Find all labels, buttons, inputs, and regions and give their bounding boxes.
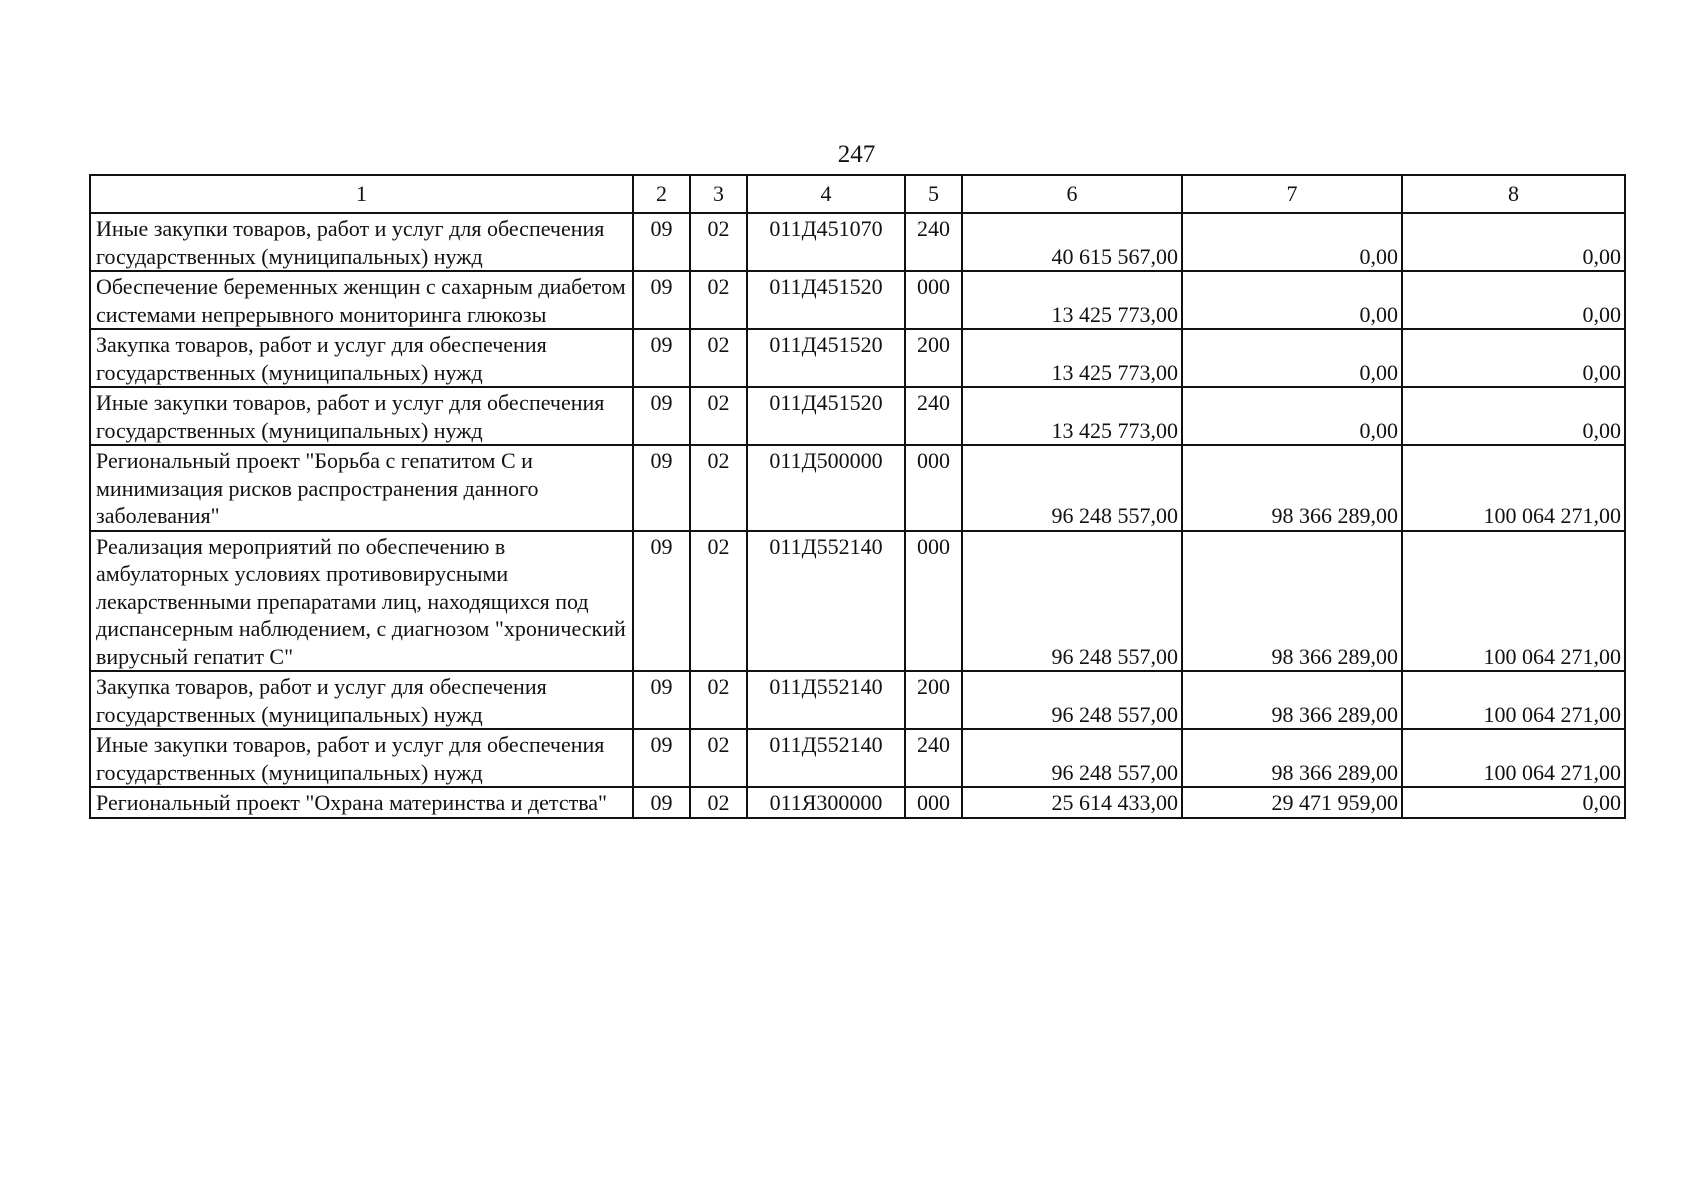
row-target-code: 011Д500000 — [747, 445, 905, 531]
row-target-code: 011Д451520 — [747, 387, 905, 445]
row-name: Иные закупки товаров, работ и услуг для обеспечения государственных (муниципальных) нужд — [90, 729, 633, 787]
column-header: 4 — [747, 175, 905, 213]
row-subsection-code: 02 — [690, 271, 747, 329]
row-target-code: 011Д451070 — [747, 213, 905, 271]
row-name: Региональный проект "Охрана материнства и детства" — [90, 787, 633, 818]
row-name: Иные закупки товаров, работ и услуг для обеспечения государственных (муниципальных) нужд — [90, 387, 633, 445]
row-amount-1: 96 248 557,00 — [962, 445, 1182, 531]
column-header: 7 — [1182, 175, 1402, 213]
table-row — [90, 787, 1625, 818]
row-name: Реализация мероприятий по обеспечению в амбулаторных условиях противовирусными лекарственными препаратами лиц, находящихся под диспансерным наблюдением, с диагнозом "хронический вирусный гепатит С" — [90, 531, 633, 672]
row-subsection-code: 02 — [690, 329, 747, 387]
page-number: 247 — [837, 141, 876, 168]
row-amount-1: 25 614 433,00 — [962, 787, 1182, 818]
row-amount-1: 96 248 557,00 — [962, 671, 1182, 729]
row-section-code: 09 — [633, 671, 690, 729]
row-amount-1: 13 425 773,00 — [962, 387, 1182, 445]
row-amount-3: 100 064 271,00 — [1402, 729, 1625, 787]
row-subsection-code: 02 — [690, 787, 747, 818]
row-expense-type-code: 240 — [905, 729, 962, 787]
row-section-code: 09 — [633, 729, 690, 787]
row-section-code: 09 — [633, 531, 690, 672]
row-amount-2: 98 366 289,00 — [1182, 729, 1402, 787]
row-subsection-code: 02 — [690, 729, 747, 787]
row-amount-3: 100 064 271,00 — [1402, 671, 1625, 729]
row-target-code: 011Д552140 — [747, 729, 905, 787]
row-subsection-code: 02 — [690, 671, 747, 729]
row-amount-2: 0,00 — [1182, 271, 1402, 329]
row-name: Иные закупки товаров, работ и услуг для обеспечения государственных (муниципальных) нужд — [90, 213, 633, 271]
row-section-code: 09 — [633, 387, 690, 445]
row-amount-3: 0,00 — [1402, 329, 1625, 387]
row-name: Региональный проект "Борьба с гепатитом С и минимизация рисков распространения данного заболевания" — [90, 445, 633, 531]
row-amount-3: 0,00 — [1402, 213, 1625, 271]
row-section-code: 09 — [633, 213, 690, 271]
column-header: 2 — [633, 175, 690, 213]
row-expense-type-code: 200 — [905, 671, 962, 729]
row-amount-2: 98 366 289,00 — [1182, 531, 1402, 672]
table-row — [90, 387, 1625, 445]
table-row — [90, 445, 1625, 531]
table-row — [90, 329, 1625, 387]
row-amount-3: 0,00 — [1402, 271, 1625, 329]
row-section-code: 09 — [633, 445, 690, 531]
row-section-code: 09 — [633, 787, 690, 818]
row-amount-1: 96 248 557,00 — [962, 729, 1182, 787]
column-header: 8 — [1402, 175, 1625, 213]
row-section-code: 09 — [633, 271, 690, 329]
row-amount-1: 40 615 567,00 — [962, 213, 1182, 271]
row-amount-3: 100 064 271,00 — [1402, 445, 1625, 531]
row-target-code: 011Я300000 — [747, 787, 905, 818]
row-section-code: 09 — [633, 329, 690, 387]
row-amount-1: 13 425 773,00 — [962, 271, 1182, 329]
table-row — [90, 671, 1625, 729]
column-header: 6 — [962, 175, 1182, 213]
row-target-code: 011Д451520 — [747, 271, 905, 329]
row-target-code: 011Д451520 — [747, 329, 905, 387]
budget-table — [89, 174, 1626, 819]
row-amount-3: 100 064 271,00 — [1402, 531, 1625, 672]
row-amount-2: 29 471 959,00 — [1182, 787, 1402, 818]
row-amount-2: 0,00 — [1182, 387, 1402, 445]
row-amount-2: 0,00 — [1182, 213, 1402, 271]
column-header: 3 — [690, 175, 747, 213]
row-subsection-code: 02 — [690, 445, 747, 531]
row-expense-type-code: 000 — [905, 271, 962, 329]
row-name: Закупка товаров, работ и услуг для обеспечения государственных (муниципальных) нужд — [90, 671, 633, 729]
row-subsection-code: 02 — [690, 213, 747, 271]
row-expense-type-code: 000 — [905, 787, 962, 818]
table-row — [90, 213, 1625, 271]
row-amount-2: 0,00 — [1182, 329, 1402, 387]
row-expense-type-code: 000 — [905, 445, 962, 531]
row-expense-type-code: 240 — [905, 213, 962, 271]
row-name: Обеспечение беременных женщин с сахарным диабетом системами непрерывного мониторинга глюкозы — [90, 271, 633, 329]
row-expense-type-code: 240 — [905, 387, 962, 445]
row-amount-2: 98 366 289,00 — [1182, 671, 1402, 729]
row-amount-3: 0,00 — [1402, 787, 1625, 818]
table-row — [90, 729, 1625, 787]
row-target-code: 011Д552140 — [747, 531, 905, 672]
table-row — [90, 531, 1625, 672]
row-amount-1: 13 425 773,00 — [962, 329, 1182, 387]
row-subsection-code: 02 — [690, 387, 747, 445]
row-amount-1: 96 248 557,00 — [962, 531, 1182, 672]
header-row — [90, 175, 1625, 213]
row-amount-2: 98 366 289,00 — [1182, 445, 1402, 531]
row-name: Закупка товаров, работ и услуг для обеспечения государственных (муниципальных) нужд — [90, 329, 633, 387]
table-row — [90, 271, 1625, 329]
row-subsection-code: 02 — [690, 531, 747, 672]
row-expense-type-code: 000 — [905, 531, 962, 672]
column-header: 5 — [905, 175, 962, 213]
column-header: 1 — [90, 175, 633, 213]
row-amount-3: 0,00 — [1402, 387, 1625, 445]
row-expense-type-code: 200 — [905, 329, 962, 387]
row-target-code: 011Д552140 — [747, 671, 905, 729]
